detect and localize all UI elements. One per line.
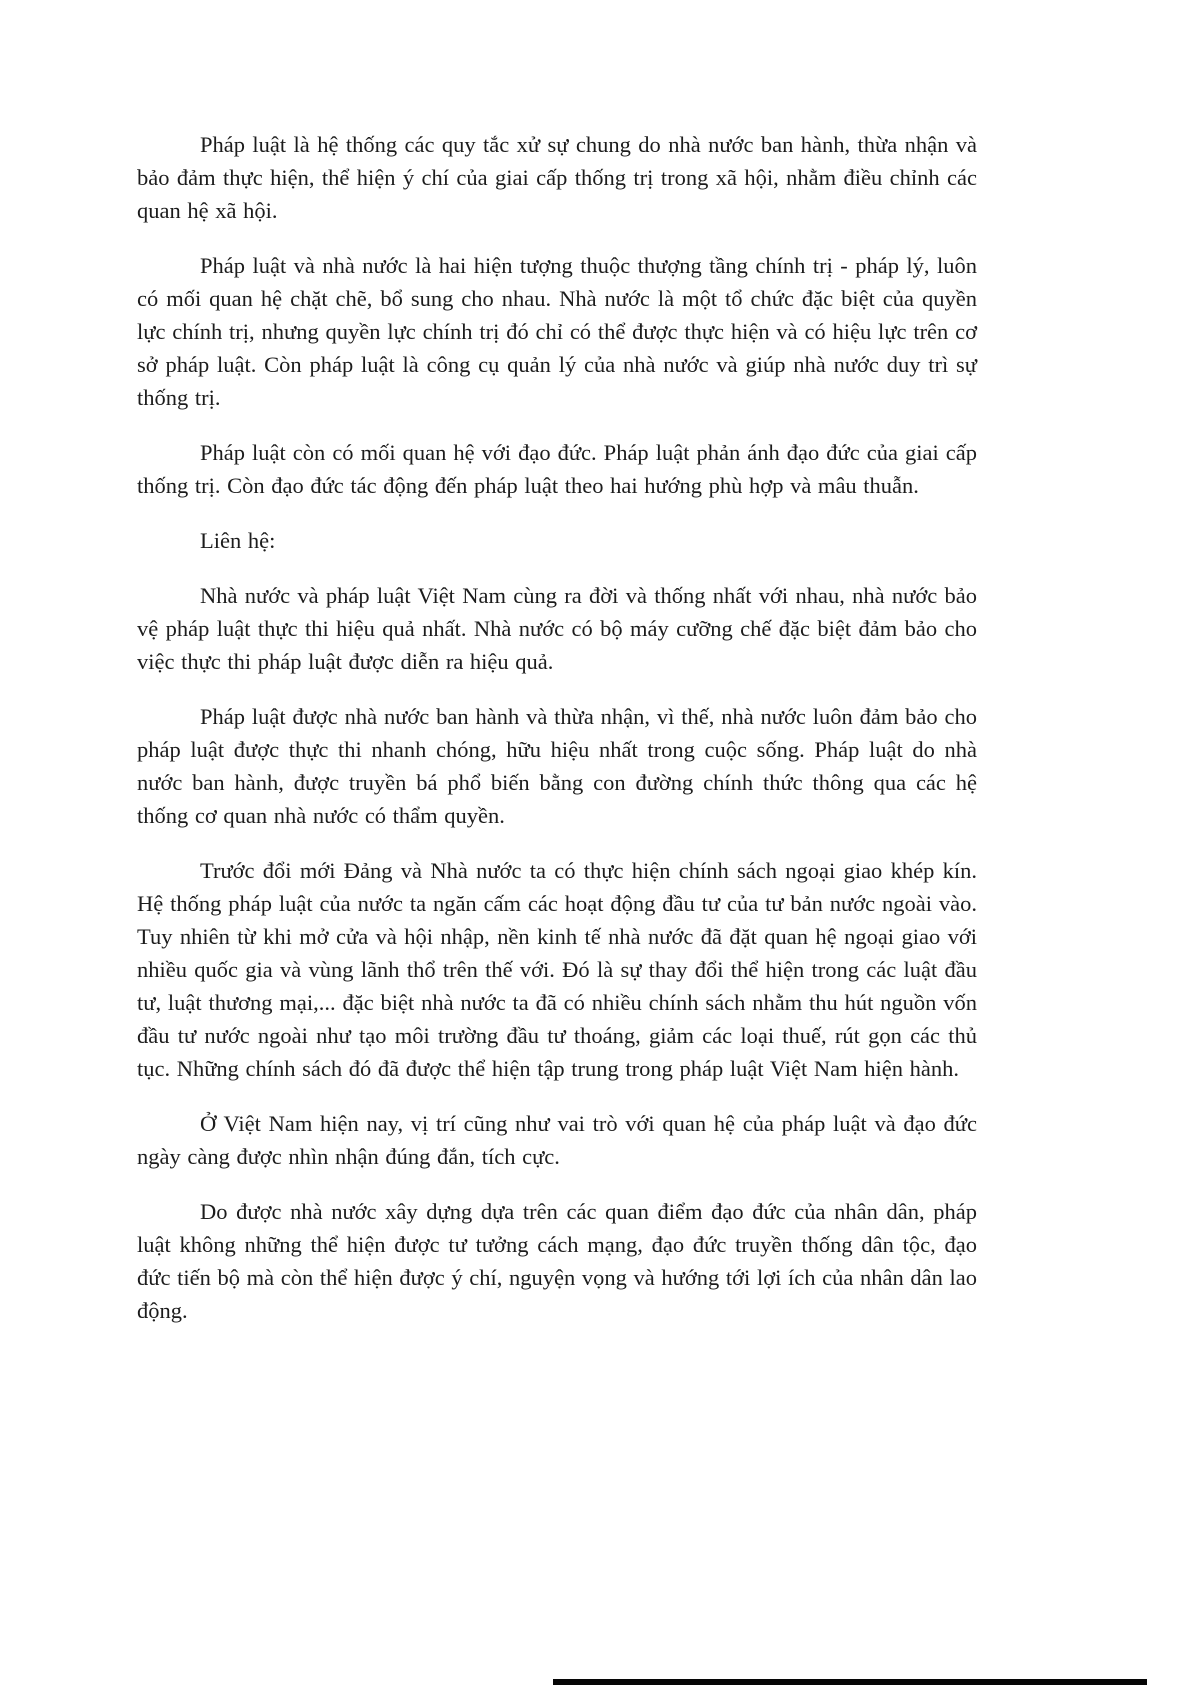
paragraph-vietnam-today: Ở Việt Nam hiện nay, vị trí cũng như vai trò với quan hệ của pháp luật và đạo đức ngày càng được nhìn nhận đúng đắn, tích cực. (137, 1111, 977, 1169)
paragraph-doi-moi-policy: Trước đổi mới Đảng và Nhà nước ta có thực hiện chính sách ngoại giao khép kín. Hệ thống pháp luật của nước ta ngăn cấm các hoạt động đầu tư của tư bản nước ngoài vào. Tuy nhiên từ khi mở cửa và hội nhập, nền kinh tế nhà nước đã đặt quan hệ ngoại giao với nhiều quốc gia và vùng lãnh thổ trên thế với. Đó là sự thay đổi thể hiện trong các luật đầu tư, luật thương mại,... đặc biệt nhà nước ta đã có nhiều chính sách nhằm thu hút nguồn vốn đầu tư nước ngoài như tạo môi trường đầu tư thoáng, giảm các loại thuế, rút gọn các thủ tục. Những chính sách đó đã được thể hiện tập trung trong pháp luật Việt Nam hiện hành. (137, 858, 977, 1081)
paragraph-people-ethics: Do được nhà nước xây dựng dựa trên các quan điểm đạo đức của nhân dân, pháp luật không những thể hiện được tư tưởng cách mạng, đạo đức truyền thống dân tộc, đạo đức tiến bộ mà còn thể hiện được ý chí, nguyện vọng và hướng tới lợi ích của nhân dân lao động. (137, 1199, 977, 1323)
paragraph-law-and-state: Pháp luật và nhà nước là hai hiện tượng thuộc thượng tầng chính trị - pháp lý, luôn có mối quan hệ chặt chẽ, bổ sung cho nhau. Nhà nước là một tổ chức đặc biệt của quyền lực chính trị, nhưng quyền lực chính trị đó chỉ có thể được thực hiện và có hiệu lực trên cơ sở pháp luật. Còn pháp luật là công cụ quản lý của nhà nước và giúp nhà nước duy trì sự thống trị. (137, 253, 977, 410)
paragraph-vietnam-state-law: Nhà nước và pháp luật Việt Nam cùng ra đời và thống nhất với nhau, nhà nước bảo vệ pháp luật thực thi hiệu quả nhất. Nhà nước có bộ máy cưỡng chế đặc biệt đảm bảo cho việc thực thi pháp luật được diễn ra hiệu quả. (137, 583, 977, 674)
paragraph-law-enforcement: Pháp luật được nhà nước ban hành và thừa nhận, vì thế, nhà nước luôn đảm bảo cho pháp luật được thực thi nhanh chóng, hữu hiệu nhất trong cuộc sống. Pháp luật do nhà nước ban hành, được truyền bá phổ biến bằng con đường chính thức thông qua các hệ thống cơ quan nhà nước có thẩm quyền. (137, 704, 977, 828)
text-body (137, 128, 977, 1349)
paragraph-law-and-ethics: Pháp luật còn có mối quan hệ với đạo đức. Pháp luật phản ánh đạo đức của giai cấp thống trị. Còn đạo đức tác động đến pháp luật theo hai hướng phù hợp và mâu thuẫn. (137, 440, 977, 498)
paragraph-lien-he-heading: Liên hệ: (200, 528, 276, 553)
next-page-table-edge (553, 1679, 1147, 1685)
paragraph-law-definition: Pháp luật là hệ thống các quy tắc xử sự chung do nhà nước ban hành, thừa nhận và bảo đảm thực hiện, thể hiện ý chí của giai cấp thống trị trong xã hội, nhằm điều chỉnh các quan hệ xã hội. (137, 132, 977, 223)
